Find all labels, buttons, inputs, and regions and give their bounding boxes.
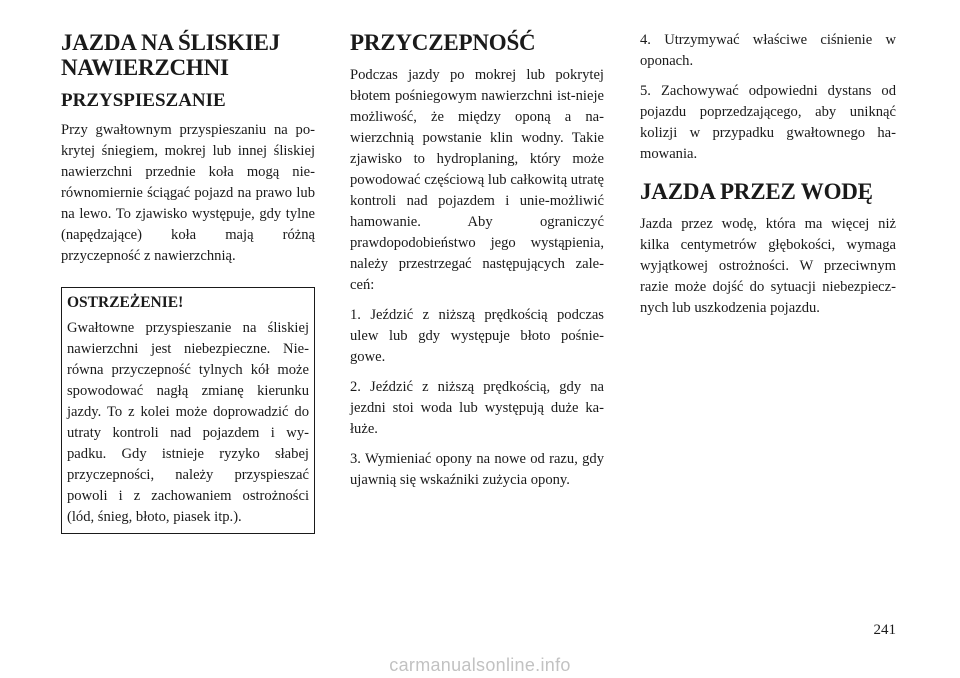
section-title-slippery-surface: JAZDA NA ŚLISKIEJ NAWIERZCHNI bbox=[61, 30, 281, 80]
list-item: 4. Utrzymywać właściwe ciśnienie w oponach. bbox=[640, 32, 896, 69]
watermark: carmanualsonline.info bbox=[389, 655, 571, 675]
list-item: 3. Wymieniać opony na nowe od razu, gdy ujawnią się wskaźniki zużycia opony. bbox=[350, 451, 604, 488]
subsection-title-acceleration: PRZYSPIESZANIE bbox=[61, 90, 226, 111]
middle-column bbox=[350, 30, 604, 500]
section-title-driving-through-water: JAZDA PRZEZ WODĘ bbox=[640, 179, 873, 204]
water-paragraph: Jazda przez wodę, która ma więcej niż kilka centymetrów głębokości, wymaga wyjątkowej ostrożności. W przeciwnym razie może dojść do sytuacji niebezpiecz-nych lub uszkodzenia pojazdu. bbox=[640, 216, 896, 316]
traction-intro-paragraph: Podczas jazdy po mokrej lub pokrytej błotem pośniegowym nawierzchni ist-nieje możliwość, że między oponą a na-wierzchnią powstanie klin wodny. Takie zjawisko to hydroplaning, który może powodować częściową lub całkowitą utratę kontroli nad pojazdem i unie-możliwić hamowanie. Aby ograniczyć prawdopodobieństwo jego wystąpienia, należy przestrzegać następujących zale-ceń: bbox=[350, 67, 604, 293]
warning-heading: OSTRZEŻENIE! bbox=[67, 294, 184, 311]
left-column bbox=[61, 30, 315, 534]
page-number: 241 bbox=[873, 622, 896, 638]
warning-text: Gwałtowne przyspieszanie na śliskiej nawierzchni jest niebezpieczne. Nie-równa przyczepność tylnych kół może spowodować nagłą zmianę kierunku jazdy. To z kolei może doprowadzić do utraty kontroli nad pojazdem i wy-padku. Gdy istnieje ryzyko słabej przyczepności, należy przyspieszać powoli i z zachowaniem ostrożności (lód, śnieg, błoto, piasek itp.). bbox=[67, 320, 309, 525]
list-item: 2. Jeździć z niższą prędkością, gdy na jezdni stoi woda lub występują duże ka-łuże. bbox=[350, 379, 604, 437]
warning-box bbox=[61, 287, 315, 534]
acceleration-paragraph: Przy gwałtownym przyspieszaniu na po-krytej śniegiem, mokrej lub innej śliskiej nawierzchni przednie koła mogą nie-równomiernie ściągać pojazd na prawo lub na lewo. To zjawisko występuje, gdy tylne (napędzające) koła mają różną przyczepność z nawierzchnią. bbox=[61, 122, 315, 264]
list-item: 5. Zachowywać odpowiedni dystans od pojazdu poprzedzającego, aby uniknąć kolizji w przypadku gwałtownego ha-mowania. bbox=[640, 83, 896, 162]
right-column bbox=[640, 30, 896, 328]
section-title-traction: PRZYCZEPNOŚĆ bbox=[350, 30, 536, 55]
list-item: 1. Jeździć z niższą prędkością podczas ulew lub gdy występuje błoto pośnie-gowe. bbox=[350, 307, 604, 365]
